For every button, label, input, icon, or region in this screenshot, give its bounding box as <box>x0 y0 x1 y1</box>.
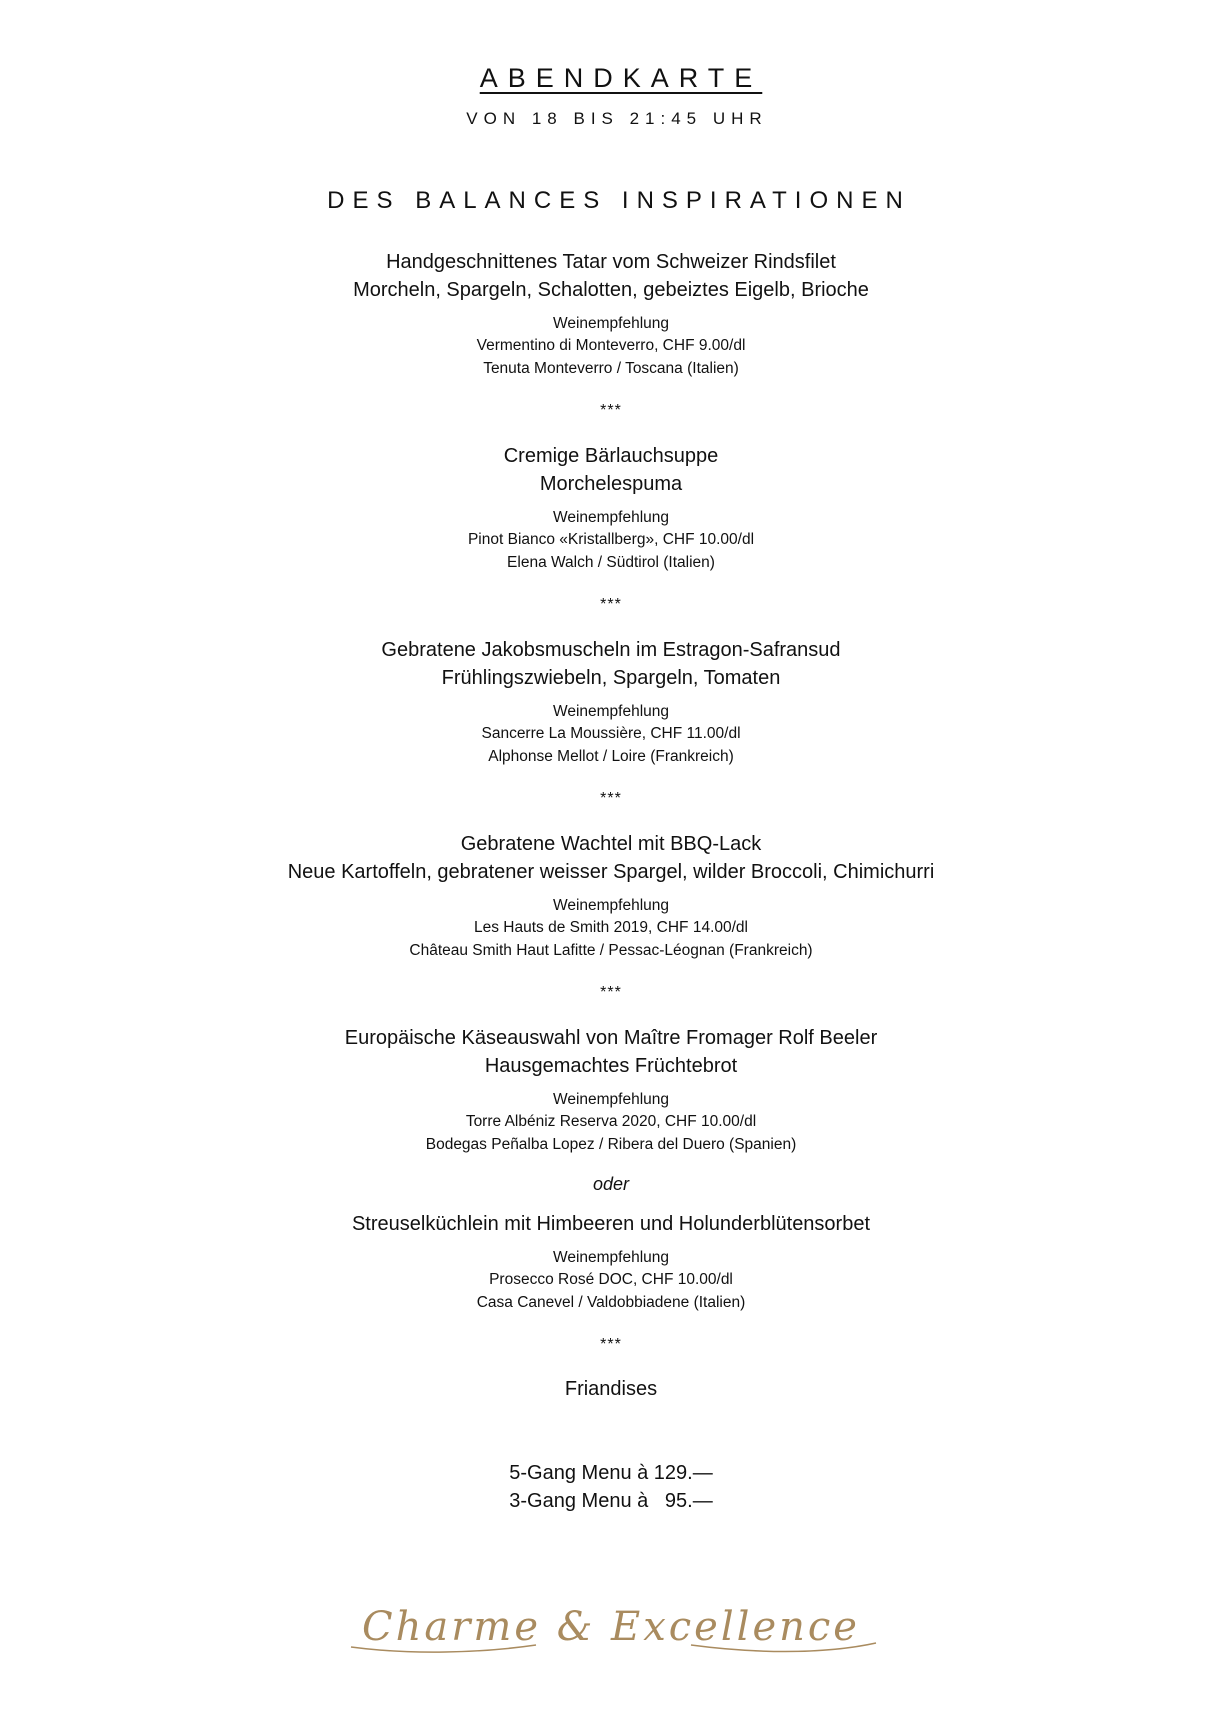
course-3-wine-name: Sancerre La Moussière, CHF 11.00/dl <box>481 725 741 742</box>
course-5-garnish: Hausgemachtes Früchtebrot <box>484 1055 738 1077</box>
course-2-wine-producer: Elena Walch / Südtirol (Italien) <box>507 554 715 571</box>
course-1-wine-heading: Weinempfehlung <box>552 315 670 332</box>
course-3-dish: Gebratene Jakobsmuscheln im Estragon-Safransud <box>381 639 841 661</box>
course-separator: *** <box>600 984 622 1001</box>
course-5-wine-heading: Weinempfehlung <box>552 1091 670 1108</box>
course-4-garnish: Neue Kartoffeln, gebratener weisser Spargel, wilder Broccoli, Chimichurri <box>287 861 935 883</box>
course-4-dish: Gebratene Wachtel mit BBQ-Lack <box>460 833 762 855</box>
dessert-wine-heading: Weinempfehlung <box>552 1249 670 1266</box>
friandises: Friandises <box>564 1378 658 1400</box>
course-1-wine-producer: Tenuta Monteverro / Toscana (Italien) <box>483 360 739 377</box>
course-2-garnish: Morchelespuma <box>539 473 683 495</box>
course-separator: *** <box>600 402 622 419</box>
course-4-wine-name: Les Hauts de Smith 2019, CHF 14.00/dl <box>474 919 748 936</box>
course-3-wine-heading: Weinempfehlung <box>552 703 670 720</box>
price-three-course: 3-Gang Menu à 95.— <box>509 1490 713 1512</box>
price-five-course: 5-Gang Menu à 129.— <box>509 1462 713 1484</box>
course-4-wine-producer: Château Smith Haut Lafitte / Pessac-Léognan (Frankreich) <box>409 942 813 959</box>
alternative-label: oder <box>592 1174 630 1194</box>
course-2-wine-heading: Weinempfehlung <box>552 509 670 526</box>
course-4-wine-heading: Weinempfehlung <box>552 897 670 914</box>
course-3-wine-producer: Alphonse Mellot / Loire (Frankreich) <box>488 748 734 765</box>
section-title: DES BALANCES INSPIRATIONEN <box>327 187 911 214</box>
course-1-wine-name: Vermentino di Monteverro, CHF 9.00/dl <box>476 337 746 354</box>
course-5-dish: Europäische Käseauswahl von Maître Fromager Rolf Beeler <box>344 1027 878 1049</box>
course-separator: *** <box>600 1336 622 1353</box>
dessert-wine-producer: Casa Canevel / Valdobbiadene (Italien) <box>476 1294 746 1311</box>
course-2-dish: Cremige Bärlauchsuppe <box>503 445 719 467</box>
page-title: ABENDKARTE <box>479 63 763 93</box>
logo-wordmark: Charme & Excellence <box>362 1604 860 1650</box>
course-1-garnish: Morcheln, Spargeln, Schalotten, gebeiztes Eigelb, Brioche <box>353 279 869 301</box>
course-separator: *** <box>600 596 622 613</box>
opening-hours: VON 18 BIS 21:45 UHR <box>466 109 768 128</box>
course-3-garnish: Frühlingszwiebeln, Spargeln, Tomaten <box>441 667 781 689</box>
dessert-dish: Streuselküchlein mit Himbeeren und Holunderblütensorbet <box>351 1213 871 1235</box>
course-1-dish: Handgeschnittenes Tatar vom Schweizer Rindsfilet <box>386 251 836 273</box>
charme-excellence-logo <box>331 1595 891 1665</box>
course-separator: *** <box>600 790 622 807</box>
dessert-wine-name: Prosecco Rosé DOC, CHF 10.00/dl <box>489 1271 733 1288</box>
course-2-wine-name: Pinot Bianco «Kristallberg», CHF 10.00/dl <box>467 531 755 548</box>
course-5-wine-producer: Bodegas Peñalba Lopez / Ribera del Duero (Spanien) <box>425 1136 797 1153</box>
course-5-wine-name: Torre Albéniz Reserva 2020, CHF 10.00/dl <box>465 1113 757 1130</box>
